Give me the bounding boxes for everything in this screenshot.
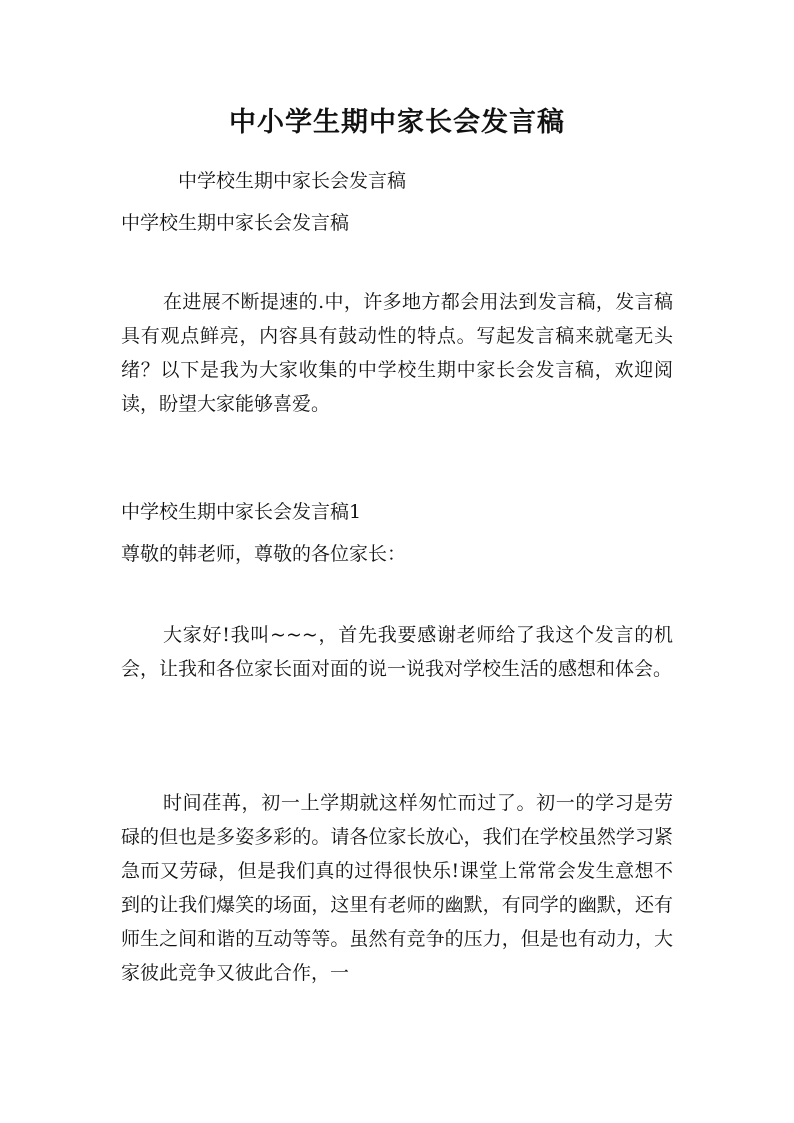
subtitle-line-1: 中学校生期中家长会发言稿: [178, 170, 407, 192]
subtitle-line-2: 中学校生期中家长会发言稿: [121, 212, 350, 234]
document-title: 中小学生期中家长会发言稿: [229, 107, 565, 138]
intro-paragraph: 在进展不断提速的.中，许多地方都会用法到发言稿，发言稿具有观点鲜亮，内容具有鼓动性的特点。写起发言稿来就毫无头绪？以下是我为大家收集的中学校生期中家长会发言稿，欢迎阅读，盼望大家能够喜爱。: [121, 291, 673, 415]
body-paragraph-2: 时间荏苒，初一上学期就这样匆忙而过了。初一的学习是劳碌的但也是多姿多彩的。请各位家长放心，我们在学校虽然学习紧急而又劳碌，但是我们真的过得很快乐!课堂上常常会发生意想不到的让我们爆笑的场面，这里有老师的幽默，有同学的幽默，还有师生之间和谐的互动等等。虽然有竞争的压力，但是也有动力，大家彼此竞争又彼此合作，一: [121, 792, 673, 984]
section-heading: 中学校生期中家长会发言稿1: [121, 501, 362, 523]
body-paragraph-1: 大家好!我叫~~~，首先我要感谢老师给了我这个发言的机会，让我和各位家长面对面的说一说我对学校生活的感想和体会。: [121, 624, 673, 680]
salutation: 尊敬的韩老师，尊敬的各位家长：: [121, 543, 407, 565]
